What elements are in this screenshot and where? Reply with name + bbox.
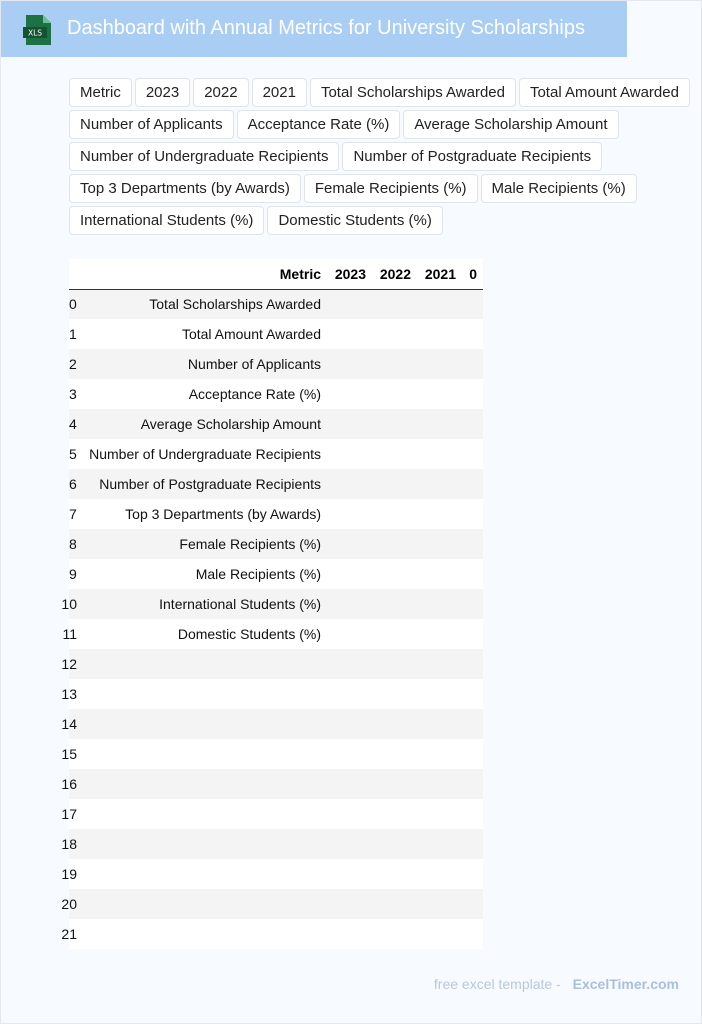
column-tag[interactable]: Metric xyxy=(69,78,132,107)
column-tag[interactable]: International Students (%) xyxy=(69,206,264,235)
value-cell xyxy=(372,559,417,589)
metric-cell: Domestic Students (%) xyxy=(77,619,327,649)
metric-cell: International Students (%) xyxy=(77,589,327,619)
metric-cell: Total Amount Awarded xyxy=(77,319,327,349)
value-cell xyxy=(327,559,372,589)
value-cell xyxy=(327,469,372,499)
metric-cell xyxy=(77,829,327,859)
value-cell xyxy=(327,859,372,889)
value-cell xyxy=(462,439,483,469)
metric-cell: Number of Applicants xyxy=(77,349,327,379)
value-cell xyxy=(417,409,462,439)
table-row xyxy=(69,289,483,319)
column-tag[interactable]: Male Recipients (%) xyxy=(481,174,637,203)
column-tag[interactable]: 2022 xyxy=(193,78,248,107)
value-cell xyxy=(417,529,462,559)
table-row xyxy=(69,379,483,409)
value-cell xyxy=(417,769,462,799)
table-row xyxy=(69,829,483,859)
value-cell xyxy=(417,439,462,469)
row-index: 21 xyxy=(69,919,77,949)
value-cell xyxy=(372,829,417,859)
value-cell xyxy=(372,499,417,529)
column-tag[interactable]: Female Recipients (%) xyxy=(304,174,478,203)
row-index: 3 xyxy=(69,379,77,409)
value-cell xyxy=(462,589,483,619)
value-cell xyxy=(327,529,372,559)
footer-prefix: free excel template - xyxy=(433,976,561,992)
metrics-table xyxy=(61,259,483,949)
metric-cell: Male Recipients (%) xyxy=(77,559,327,589)
row-index: 11 xyxy=(69,619,77,649)
row-index: 20 xyxy=(69,889,77,919)
value-cell xyxy=(462,679,483,709)
column-tag[interactable]: Top 3 Departments (by Awards) xyxy=(69,174,301,203)
value-cell xyxy=(462,349,483,379)
value-cell xyxy=(372,919,417,949)
value-cell xyxy=(462,799,483,829)
column-tag[interactable]: Total Amount Awarded xyxy=(519,78,690,107)
value-cell xyxy=(327,769,372,799)
column-tag[interactable]: Average Scholarship Amount xyxy=(403,110,618,139)
table-row xyxy=(69,439,483,469)
table-row xyxy=(69,709,483,739)
value-cell xyxy=(372,589,417,619)
table-row xyxy=(69,889,483,919)
table-row xyxy=(69,619,483,649)
data-table-container xyxy=(61,259,483,949)
value-cell xyxy=(327,589,372,619)
table-row xyxy=(69,409,483,439)
row-index: 9 xyxy=(69,559,77,589)
value-cell xyxy=(462,409,483,439)
row-index: 17 xyxy=(69,799,77,829)
value-cell xyxy=(417,559,462,589)
metric-cell xyxy=(77,919,327,949)
value-cell xyxy=(327,499,372,529)
table-body xyxy=(61,289,483,949)
metric-cell: Female Recipients (%) xyxy=(77,529,327,559)
value-cell xyxy=(417,649,462,679)
footer-credit xyxy=(434,976,679,992)
table-row xyxy=(69,499,483,529)
metric-cell xyxy=(77,859,327,889)
icon-label: XLS xyxy=(27,28,43,38)
metric-cell: Total Scholarships Awarded xyxy=(77,289,327,319)
table-row xyxy=(69,559,483,589)
value-cell xyxy=(462,709,483,739)
value-cell xyxy=(462,649,483,679)
row-index: 14 xyxy=(69,709,77,739)
value-cell xyxy=(372,799,417,829)
value-cell xyxy=(327,349,372,379)
table-row xyxy=(69,769,483,799)
column-tag[interactable]: Total Scholarships Awarded xyxy=(310,78,516,107)
row-index: 0 xyxy=(69,289,77,319)
metric-cell xyxy=(77,769,327,799)
value-cell xyxy=(417,379,462,409)
value-cell xyxy=(462,619,483,649)
value-cell xyxy=(372,409,417,439)
row-index: 16 xyxy=(69,769,77,799)
column-tag[interactable]: Number of Undergraduate Recipients xyxy=(69,142,339,171)
value-cell xyxy=(372,739,417,769)
table-row xyxy=(69,469,483,499)
value-cell xyxy=(462,829,483,859)
column-tag[interactable]: 2021 xyxy=(252,78,307,107)
value-cell xyxy=(327,319,372,349)
value-cell xyxy=(327,919,372,949)
metric-cell xyxy=(77,709,327,739)
row-index: 15 xyxy=(69,739,77,769)
value-cell xyxy=(417,349,462,379)
value-cell xyxy=(462,919,483,949)
column-tag-list xyxy=(69,78,701,238)
metric-cell: Top 3 Departments (by Awards) xyxy=(77,499,327,529)
value-cell xyxy=(462,889,483,919)
row-index: 8 xyxy=(69,529,77,559)
metric-cell xyxy=(77,889,327,919)
value-cell xyxy=(327,439,372,469)
page-title: Dashboard with Annual Metrics for University Scholarships xyxy=(67,17,585,39)
column-header[interactable]: 2021 xyxy=(417,259,462,289)
value-cell xyxy=(372,619,417,649)
table-header-row xyxy=(69,259,483,289)
metric-cell: Average Scholarship Amount xyxy=(77,409,327,439)
value-cell xyxy=(327,799,372,829)
metric-cell: Acceptance Rate (%) xyxy=(77,379,327,409)
column-tag[interactable]: Domestic Students (%) xyxy=(267,206,442,235)
value-cell xyxy=(372,319,417,349)
value-cell xyxy=(327,889,372,919)
value-cell xyxy=(417,859,462,889)
row-index: 10 xyxy=(69,589,77,619)
value-cell xyxy=(417,589,462,619)
value-cell xyxy=(327,649,372,679)
value-cell xyxy=(372,649,417,679)
column-tag[interactable]: Acceptance Rate (%) xyxy=(237,110,401,139)
row-index: 7 xyxy=(69,499,77,529)
header-bar xyxy=(1,1,627,57)
value-cell xyxy=(372,439,417,469)
row-index: 12 xyxy=(69,649,77,679)
value-cell xyxy=(327,619,372,649)
value-cell xyxy=(372,379,417,409)
value-cell xyxy=(327,709,372,739)
metric-cell xyxy=(77,679,327,709)
table-row xyxy=(69,529,483,559)
row-index: 6 xyxy=(69,469,77,499)
value-cell xyxy=(372,349,417,379)
value-cell xyxy=(327,679,372,709)
row-index: 4 xyxy=(69,409,77,439)
value-cell xyxy=(417,889,462,919)
value-cell xyxy=(417,919,462,949)
value-cell xyxy=(462,859,483,889)
value-cell xyxy=(462,289,483,319)
value-cell xyxy=(462,379,483,409)
metric-cell: Number of Undergraduate Recipients xyxy=(77,439,327,469)
value-cell xyxy=(417,829,462,859)
value-cell xyxy=(372,769,417,799)
value-cell xyxy=(462,499,483,529)
table-row xyxy=(69,349,483,379)
column-header[interactable]: 0 xyxy=(462,259,483,289)
row-index: 2 xyxy=(69,349,77,379)
column-header[interactable] xyxy=(69,259,77,289)
column-tag[interactable]: Number of Postgraduate Recipients xyxy=(342,142,602,171)
table-row xyxy=(69,679,483,709)
row-index: 18 xyxy=(69,829,77,859)
value-cell xyxy=(327,289,372,319)
column-header[interactable]: Metric xyxy=(77,259,327,289)
table-row xyxy=(69,799,483,829)
value-cell xyxy=(417,469,462,499)
column-header[interactable]: 2023 xyxy=(327,259,372,289)
metric-cell xyxy=(77,739,327,769)
metric-cell: Number of Postgraduate Recipients xyxy=(77,469,327,499)
value-cell xyxy=(417,799,462,829)
column-header[interactable]: 2022 xyxy=(372,259,417,289)
table-row xyxy=(69,919,483,949)
table-row xyxy=(69,739,483,769)
value-cell xyxy=(372,679,417,709)
value-cell xyxy=(462,559,483,589)
value-cell xyxy=(462,469,483,499)
table-row xyxy=(69,859,483,889)
footer-brand-link[interactable]: ExcelTimer.com xyxy=(572,976,679,992)
column-tag[interactable]: 2023 xyxy=(135,78,190,107)
value-cell xyxy=(417,319,462,349)
value-cell xyxy=(327,829,372,859)
row-index: 19 xyxy=(69,859,77,889)
value-cell xyxy=(327,379,372,409)
value-cell xyxy=(327,739,372,769)
value-cell xyxy=(372,529,417,559)
value-cell xyxy=(417,739,462,769)
value-cell xyxy=(417,619,462,649)
value-cell xyxy=(327,409,372,439)
value-cell xyxy=(462,319,483,349)
value-cell xyxy=(372,469,417,499)
value-cell xyxy=(372,859,417,889)
value-cell xyxy=(417,289,462,319)
value-cell xyxy=(417,709,462,739)
metric-cell xyxy=(77,649,327,679)
column-tag[interactable]: Number of Applicants xyxy=(69,110,234,139)
row-index: 13 xyxy=(69,679,77,709)
table-row xyxy=(69,589,483,619)
value-cell xyxy=(372,889,417,919)
value-cell xyxy=(417,499,462,529)
value-cell xyxy=(462,769,483,799)
value-cell xyxy=(462,529,483,559)
table-row xyxy=(69,649,483,679)
row-index: 1 xyxy=(69,319,77,349)
value-cell xyxy=(462,739,483,769)
value-cell xyxy=(372,709,417,739)
table-row xyxy=(69,319,483,349)
excel-file-icon xyxy=(23,15,51,45)
value-cell xyxy=(372,289,417,319)
metric-cell xyxy=(77,799,327,829)
row-index: 5 xyxy=(69,439,77,469)
value-cell xyxy=(417,679,462,709)
